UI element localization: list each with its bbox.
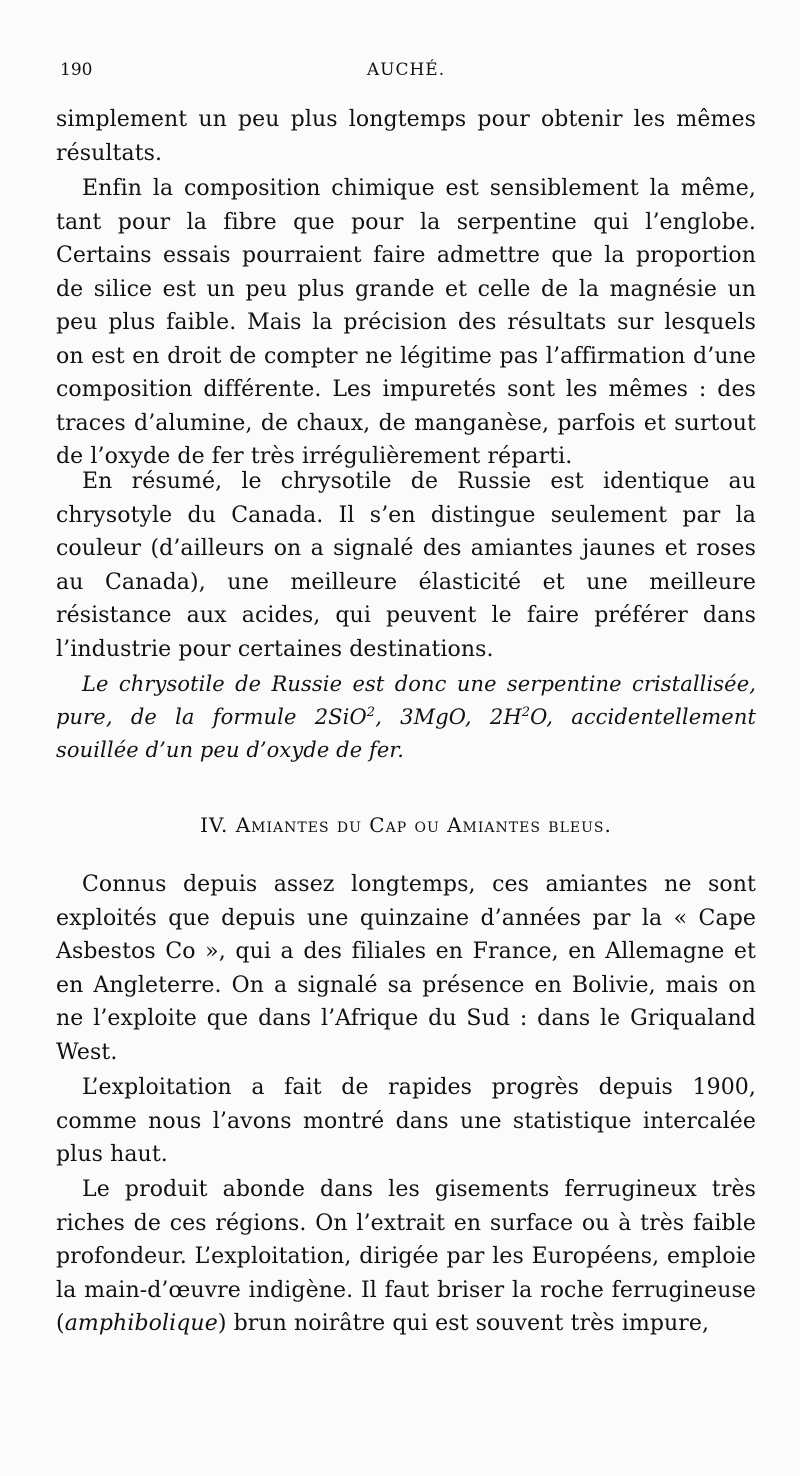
paragraph-product: [56, 1173, 756, 1341]
conclusion-text-a: Le chrysotile de Russie est donc une serpentine cristallisée, pure, de la formule 2SiO: [56, 672, 756, 729]
paragraph-composition: Enfin la composition chimique est sensiblement la même, tant pour la fibre que pour la serpentine qui l’englobe. Certains essais pourraient faire admettre que la proportion de silice est un peu plus grande et celle de la magnésie un peu plus faible. Mais la précision des résultats sur lesquels on est en droit de compter ne légitime pas l’affirmation d’une composition différente. Les impuretés sont les mêmes : des traces d’alumine, de chaux, de manganèse, parfois et surtout de l’oxyde de fer très irrégulièrement réparti.: [56, 176, 756, 469]
formula-superscript-2: 2: [521, 705, 531, 720]
paragraph-intro-cap: Connus depuis assez longtemps, ces amiantes ne sont exploités que depuis une quinzaine d’années par la « Cape Asbestos Co », qui a des filiales en France, en Allemagne et en Angleterre. On a signalé sa présence en Bolivie, mais on ne l’exploite que dans l’Afrique du Sud : dans le Griqualand West.: [56, 872, 756, 1065]
section-title: Amiantes du Cap ou Amiantes bleus.: [235, 813, 612, 837]
product-text-b: ) brun noirâtre qui est souvent très impure,: [217, 1311, 710, 1336]
paragraph-continuation: simplement un peu plus longtemps pour obtenir les mêmes résultats.: [56, 107, 756, 166]
paragraph-exploitation: L’exploitation a fait de rapides progrès depuis 1900, comme nous l’avons montré dans une statistique intercalée plus haut.: [56, 1075, 756, 1167]
section-number: IV.: [200, 813, 229, 837]
section-heading: [56, 813, 756, 837]
paragraph-conclusion: [56, 668, 756, 767]
page-number: 190: [60, 60, 93, 80]
page-header: [60, 60, 752, 90]
running-title: AUCHÉ.: [366, 60, 446, 80]
conclusion-text-b: , 3MgO, 2H: [375, 705, 522, 729]
product-italic: amphibolique: [64, 1311, 218, 1336]
formula-superscript-1: 2: [366, 705, 376, 720]
conclusion-text-c: O, accidentellement souillée d’un peu d’oxyde de fer.: [56, 705, 756, 762]
product-text-a: Le produit abonde dans les gisements ferrugineux très riches de ces régions. On l’extrait en surface ou à très faible profondeur. L’exploitation, dirigée par les Européens, emploie la main-d’œuvre indigène. Il faut briser la roche ferrugineuse (: [56, 1177, 756, 1336]
paragraph-summary: En résumé, le chrysotile de Russie est identique au chrysotyle du Canada. Il s’en distingue seulement par la couleur (d’ailleurs on a signalé des amiantes jaunes et roses au Canada), une meilleure élasticité et une meilleure résistance aux acides, qui peuvent le faire préférer dans l’industrie pour certaines destinations.: [56, 469, 756, 662]
